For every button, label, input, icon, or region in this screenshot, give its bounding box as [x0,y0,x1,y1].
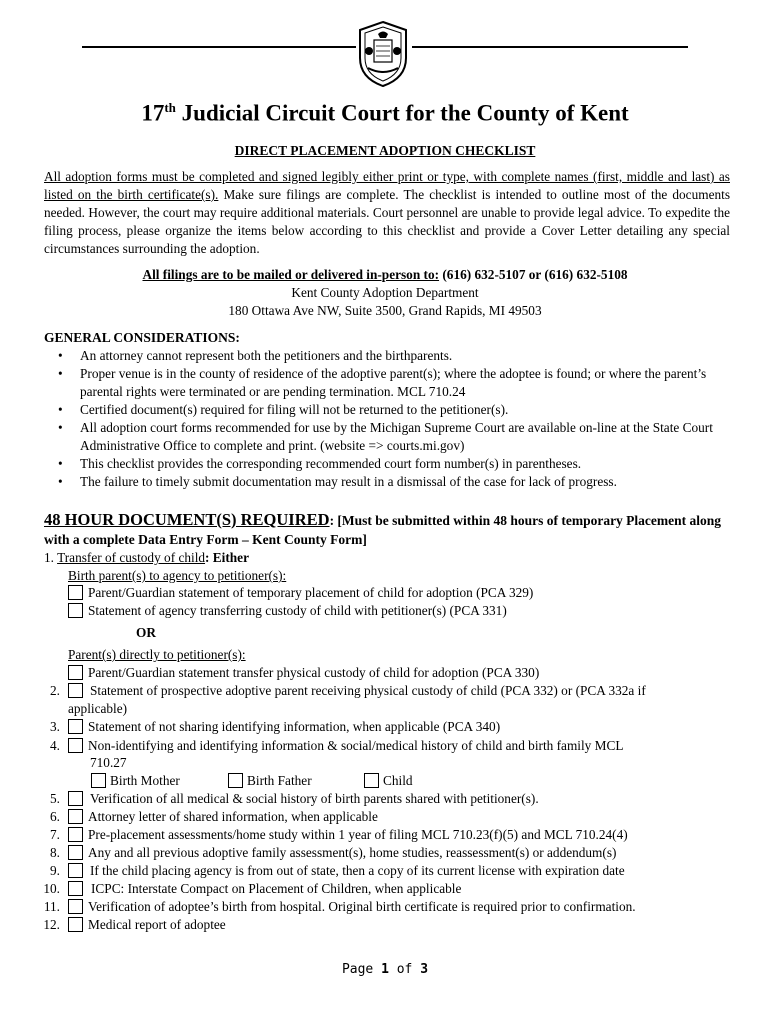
item-pca-329: Parent/Guardian statement of temporary placement of child for adoption (PCA 329) [88,585,534,600]
item-number: 3. [50,719,60,734]
checkbox-item-12[interactable] [68,917,83,932]
mailing-department: Kent County Adoption Department [291,285,479,300]
list-item: • All adoption court forms recommended for use by the Michigan Supreme Court are available on-line at the State Court Administrative Office to complete and print. (website => courts.mi.gov) [58,420,713,453]
item-10-text: ICPC: Interstate Compact on Placement of Children, when applicable [91,881,462,896]
checkbox-item-6[interactable] [68,809,83,824]
item-5-text: Verification of all medical & social history of birth parents shared with petitioner(s). [90,791,539,806]
birth-mother-label: Birth Mother [110,773,180,788]
item-1: 1. Transfer of custody of child: Either [44,550,249,565]
group-a-label: Birth parent(s) to agency to petitioner(s): [68,568,287,583]
checkbox-birth-father[interactable] [228,773,243,788]
item-4-cont: 710.27 [90,755,127,770]
general-considerations-heading: GENERAL CONSIDERATIONS: [44,330,240,345]
checkbox-item-10[interactable] [68,881,83,896]
checkbox-item-2[interactable] [68,683,83,698]
bullet-icon: • [58,420,63,435]
checkbox-birth-mother[interactable] [91,773,106,788]
item-4-text: Non-identifying and identifying information & social/medical history of child and birth family MCL [88,738,624,753]
bullet-icon: • [58,348,63,363]
item-number: 11. [43,899,60,914]
list-item: • Proper venue is in the county of residence of the adoptive parent(s); where the adoptee is found; or where the parent’s parental rights were terminated or are pending termination. MCL 710.24 [58,366,707,399]
item-2-text: Statement of prospective adoptive parent receiving physical custody of child (PCA 332) or (PCA 332a if [90,683,646,698]
item-pca-330: Parent/Guardian statement transfer physical custody of child for adoption (PCA 330) [88,665,540,680]
item-7-text: Pre-placement assessments/home study within 1 year of filing MCL 710.23(f)(5) and MCL 710.24(4) [88,827,628,842]
court-seal-icon [354,20,412,88]
checkbox-item-5[interactable] [68,791,83,806]
bullet-icon: • [58,474,63,489]
list-item: • An attorney cannot represent both the petitioners and the birthparents. [58,348,453,363]
bullet-icon: • [58,402,63,417]
checkbox-item-8[interactable] [68,845,83,860]
item-number: 4. [50,738,60,753]
item-number: 6. [50,809,60,824]
item-number: 10. [43,881,60,896]
item-12-text: Medical report of adoptee [88,917,226,932]
mailing-heading: All filings are to be mailed or delivered in-person to: (616) 632-5107 or (616) 632-5108 [142,267,628,282]
checkbox-child[interactable] [364,773,379,788]
item-pca-331: Statement of agency transferring custody of child with petitioner(s) (PCA 331) [88,603,507,618]
required-documents-heading: 48 HOUR DOCUMENT(S) REQUIRED: [Must be submitted within 48 hours of temporary Placement along with a complete Data Entry Form – Kent County Form] [44,510,722,547]
checkbox-item-11[interactable] [68,899,83,914]
item-8-text: Any and all previous adoptive family assessment(s), home studies, reassessment(s) or addendum(s) [88,845,617,860]
item-number: 12. [43,917,60,932]
item-2-cont: applicable) [68,701,128,716]
general-considerations-list [44,347,734,491]
list-item: • The failure to timely submit documentation may result in a dismissal of the case for lack of progress. [58,474,617,489]
checkbox-item-4[interactable] [68,738,83,753]
checkbox-pca-329[interactable] [68,585,83,600]
or-separator: OR [136,625,156,640]
list-item: • This checklist provides the corresponding recommended court form number(s) in parentheses. [58,456,582,471]
item-number: 9. [50,863,60,878]
checklist-title: DIRECT PLACEMENT ADOPTION CHECKLIST [234,143,536,158]
checkbox-item-3[interactable] [68,719,83,734]
item-number: 7. [50,827,60,842]
bullet-icon: • [58,366,63,381]
child-label: Child [383,773,413,788]
item-number: 5. [50,791,60,806]
item-9-text: If the child placing agency is from out of state, then a copy of its current license with expiration date [90,863,625,878]
checkbox-item-7[interactable] [68,827,83,842]
intro-paragraph: All adoption forms must be completed and signed legibly either print or type, with complete names (first, middle and last) as listed on the birth certificate(s). Make sure filings are complete. The checklist is intended to outline most of the documents needed. However, the court may require additional materials. Court personnel are unable to provide legal advice. To expedite the filing process, please organize the items below according to this checklist and provide a Cover Letter detailing any special circumstances surrounding the adoption. [44,169,730,256]
item-3-text: Statement of not sharing identifying information, when applicable (PCA 340) [88,719,501,734]
checkbox-pca-330[interactable] [68,665,83,680]
checkbox-pca-331[interactable] [68,603,83,618]
page-number: Page 1 of 3 [341,962,429,977]
item-number: 2. [50,683,60,698]
item-6-text: Attorney letter of shared information, when applicable [88,809,378,824]
mailing-address: 180 Ottawa Ave NW, Suite 3500, Grand Rapids, MI 49503 [228,303,542,318]
header-rule-right [412,46,688,48]
checkbox-item-9[interactable] [68,863,83,878]
item-11-text: Verification of adoptee’s birth from hospital. Original birth certificate is required prior to confirmation. [88,899,636,914]
birth-father-label: Birth Father [247,773,312,788]
group-b-label: Parent(s) directly to petitioner(s): [68,647,246,662]
item-number: 8. [50,845,60,860]
bullet-icon: • [58,456,63,471]
list-item: • Certified document(s) required for filing will not be returned to the petitioner(s). [58,402,509,417]
header-rule-left [82,46,356,48]
page-title: 17th Judicial Circuit Court for the County of Kent [141,100,629,126]
